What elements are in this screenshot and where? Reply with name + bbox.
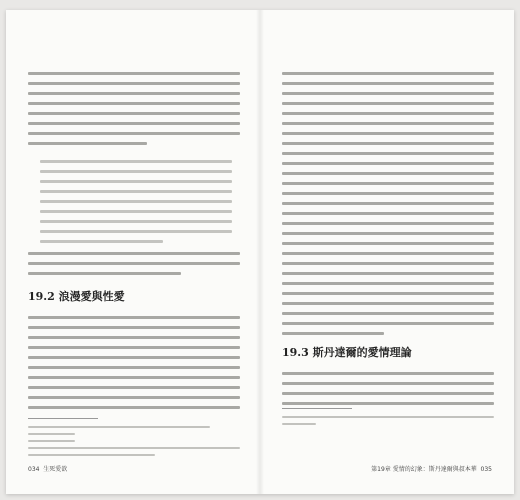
right-folio — [371, 464, 492, 473]
right-page — [260, 10, 514, 494]
block-quote — [40, 160, 232, 250]
running-title: 第19章 愛情的幻象：斯丹達爾與叔本華 — [371, 466, 477, 473]
section-19-3-body — [282, 372, 494, 412]
section-heading-19-3: 19.3 斯丹達爾的愛情理論 — [282, 346, 412, 359]
left-folio — [28, 464, 67, 473]
left-footnotes — [28, 426, 240, 461]
left-opening-paragraphs — [28, 72, 240, 152]
section-19-2-body — [28, 316, 240, 416]
right-footnotes — [282, 416, 494, 430]
left-page — [6, 10, 260, 494]
page-number: 035 — [480, 466, 492, 473]
running-title: 生死愛欲 — [43, 466, 68, 473]
section-heading-19-2: 19.2 浪漫愛與性愛 — [28, 290, 125, 303]
footnote-rule — [282, 408, 352, 409]
footnote-rule — [28, 418, 98, 419]
right-opening-paragraphs — [282, 72, 494, 342]
left-paragraph-after-quote — [28, 252, 240, 282]
page-number: 034 — [28, 466, 40, 473]
book-spread — [6, 10, 514, 494]
